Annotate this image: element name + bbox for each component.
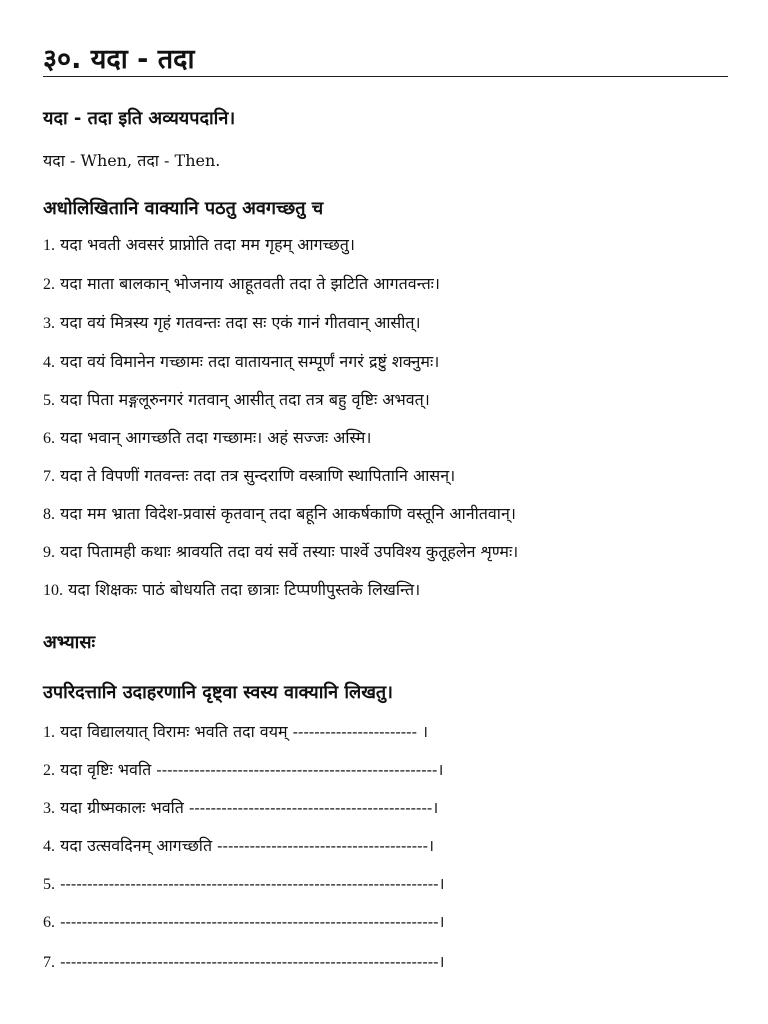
exercise-text: ----------------------------------------------------------------------। bbox=[60, 952, 445, 971]
sentence-number: 5. bbox=[43, 392, 55, 409]
exercise-text: यदा उत्सवदिनम् आगच्छति ---------------------------------------। bbox=[60, 836, 435, 855]
exercise-text: ----------------------------------------------------------------------। bbox=[60, 912, 445, 931]
exercise-text: यदा वृष्टिः भवति ----------------------------------------------------। bbox=[60, 760, 444, 779]
sentence-9 bbox=[43, 540, 518, 565]
exercise-number: 1. bbox=[43, 724, 55, 741]
exercise-number: 3. bbox=[43, 800, 55, 817]
sentence-4 bbox=[43, 350, 439, 375]
sentence-7 bbox=[43, 464, 455, 489]
exercise-6 bbox=[43, 910, 445, 935]
sentence-text: यदा भवान् आगच्छति तदा गच्छामः। अहं सज्जः अस्मि। bbox=[60, 428, 372, 447]
exercise-number: 7. bbox=[43, 954, 55, 971]
exercise-number: 5. bbox=[43, 876, 55, 893]
exercise-7 bbox=[43, 950, 445, 975]
sentence-number: 2. bbox=[43, 276, 55, 293]
sentence-1 bbox=[43, 233, 355, 258]
sentence-number: 1. bbox=[43, 237, 55, 254]
sentence-number: 10. bbox=[43, 582, 63, 599]
sentence-text: यदा वयं विमानेन गच्छामः तदा वातायनात् सम्पूर्णं नगरं द्रष्टुं शक्नुमः। bbox=[60, 352, 440, 371]
sentence-number: 7. bbox=[43, 468, 55, 485]
exercise-heading: अभ्यासः bbox=[43, 632, 96, 653]
sentence-text: यदा मम भ्राता विदेश-प्रवासं कृतवान् तदा बहूनि आकर्षकाणि वस्तूनि आनीतवान्। bbox=[60, 504, 516, 523]
exercise-2 bbox=[43, 758, 444, 783]
sentence-5 bbox=[43, 388, 430, 413]
exercise-instruction: उपरिदत्तानि उदाहरणानि दृष्ट्वा स्वस्य वाक्यानि लिखतु। bbox=[43, 682, 394, 703]
exercise-number: 2. bbox=[43, 762, 55, 779]
exercise-text: यदा विद्यालयात् विरामः भवति तदा वयम् ----------------------- । bbox=[60, 722, 429, 741]
sentence-number: 8. bbox=[43, 506, 55, 523]
title-underline bbox=[43, 76, 728, 77]
sentence-number: 9. bbox=[43, 544, 55, 561]
sentence-text: यदा पितामही कथाः श्रावयति तदा वयं सर्वे तस्याः पार्श्वे उपविश्य कुतूहलेन शृण्मः। bbox=[60, 542, 519, 561]
sentence-6 bbox=[43, 426, 371, 451]
exercise-number: 6. bbox=[43, 914, 55, 931]
sentence-number: 3. bbox=[43, 315, 55, 332]
meaning-line: यदा - When, तदा - Then. bbox=[43, 151, 221, 170]
sentence-text: यदा वयं मित्रस्य गृहं गतवन्तः तदा सः एकं गानं गीतवान् आसीत्। bbox=[60, 313, 421, 332]
sentence-text: यदा ते विपणीं गतवन्तः तदा तत्र सुन्दराणि वस्त्राणि स्थापितानि आसन्। bbox=[60, 466, 456, 485]
read-heading: अधोलिखितानि वाक्यानि पठतु अवगच्छतु च bbox=[43, 198, 324, 219]
exercise-4 bbox=[43, 834, 434, 859]
sentence-text: यदा भवती अवसरं प्राप्नोति तदा मम गृहम् आगच्छतु। bbox=[60, 235, 355, 254]
exercise-text: यदा ग्रीष्मकालः भवति ---------------------------------------------। bbox=[60, 798, 439, 817]
sentence-8 bbox=[43, 502, 516, 527]
sentence-number: 4. bbox=[43, 354, 55, 371]
sentence-10 bbox=[43, 578, 420, 603]
sentence-text: यदा शिक्षकः पाठं बोधयति तदा छात्राः टिप्पणीपुस्तके लिखन्ति। bbox=[68, 580, 421, 599]
exercise-1 bbox=[43, 720, 428, 745]
page-title: ३०. यदा - तदा bbox=[43, 44, 195, 75]
sentence-3 bbox=[43, 311, 421, 336]
exercise-3 bbox=[43, 796, 438, 821]
sentence-2 bbox=[43, 272, 440, 297]
sentence-text: यदा पिता मङ्गलूरुनगरं गतवान् आसीत् तदा तत्र बहु वृष्टिः अभवत्। bbox=[60, 390, 430, 409]
sentence-number: 6. bbox=[43, 430, 55, 447]
exercise-number: 4. bbox=[43, 838, 55, 855]
exercise-text: ----------------------------------------------------------------------। bbox=[60, 874, 445, 893]
sentence-text: यदा माता बालकान् भोजनाय आहूतवती तदा ते झटिति आगतवन्तः। bbox=[60, 274, 440, 293]
exercise-5 bbox=[43, 872, 445, 897]
intro-heading: यदा - तदा इति अव्ययपदानि। bbox=[43, 108, 236, 129]
